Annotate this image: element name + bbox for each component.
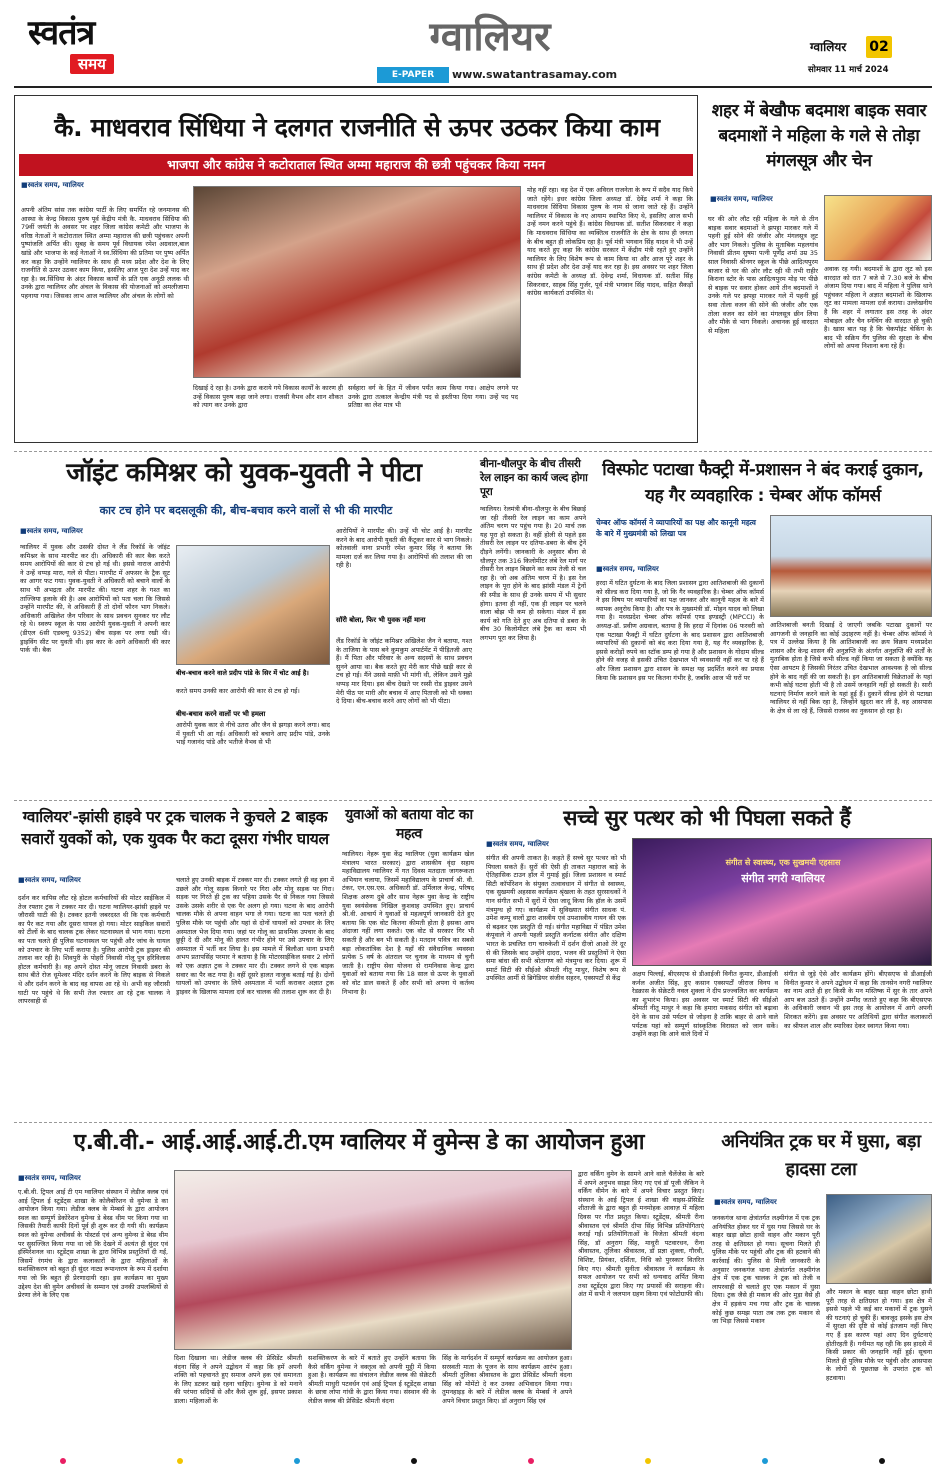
registration-bar	[60, 1458, 885, 1464]
col1: दर्शन कर वापिस लौट रहे होटल कर्मचारियों की मोटर साईकिल में तेज रफ्तार ट्रक ने टक्कर मार दी। घटना ग्वालियर-झांसी हाइवे पर जौरासी घाटी की है। टक्कर इतनी जबरदस्त थी कि एक कर्मचारी का पैर कट गया और दूसरा घायल हो गया। मोटर साइकिल सवारों को टीलों के बाद चालक ट्रक लेकर घटनास्थल से भाग गया। घटना का पता चलते ही पुलिस घटनास्थल पर पहुंची और जांच के घायल को उपचार के लिए भर्ती कराया है। पुलिस आरोपी ट्रक ड्राइवर की तलाश कर रही है। शिवपुरी के पोहरी निवासी गोलू पुत्र हरिविलास होटल कर्मचारी है। वह अपने दोस्त मोनू जाटव निवासी डबरा के साथ बीते रोज धूमेश्वर मंदिर दर्शन करने के लिए बाइक से निकले थे और दर्शन करने के बाद वह वापस आ रहे थे। अभी वह जौरासी घाटी पर पहुंचे थे कि सभी तेज रफ्तार आ रहे ट्रक चालक ने लापरवाही से	[18, 894, 170, 1006]
col3: आरोपी युवक कार से नीचे उतरा और जैन से झगड़ा करने लगा। बाद में युवती भी आ गई। अधिकारी को बचाने आए प्रदीप पांडे, उनके भाई गजानंद पांडे और भतीजे वैभव से भी	[176, 721, 330, 747]
col5: द्वारा वर्किंग वुमेन के सामने आने वाले चैलेंजेस के बारे में अपने अनुभव साझा किए गए एवं डॉ पूजी जैकिन ने वर्किंग वीमेन के बारे में अपने विचार प्रस्तुत किए। संस्थान के आई ट्रिपल ई शाखा की वाइस-प्रेसिडेंट शीताजी के द्वारा बहुत ही मनमोहक आवाज़ में महिला दिवस पर गीत प्रस्तुत किया। स्टूडेंट्स, श्रीमती रीना श्रीवास्तव एवं श्रीमति दीपा सिंह विभिन्न प्रतियोगिताएं कराई गईं। प्रतियोगिताओं के विजेता श्रीमती वंदना सिंह, डॉ अनुराग सिंह, माधुरी पटवारधन, रीना श्रीवास्तव, तूलिका श्रीवास्तव, डॉ प्रज्ञा शुक्ला, गौरवी, विशिष्ट, प्रियंका, दर्शिता, निधि को पुरस्कार वितरित किए गए। श्रीमती सुनीता श्रीवास्तव ने कार्यक्रम के सफल आयोजन पर सभी को धन्यवाद अर्पित किया तथा स्टूडेंट्स द्वारा किए गए प्रयासों की सराहना की। अंत में सभी ने जलपान ग्रहण किया एवं फोटोग्राफी की।	[578, 1170, 704, 1299]
sub-heading-sorry: सॉरी बोला, फिर भी युवक नहीं माना	[336, 616, 426, 624]
col2: आतिशबाजी बनती दिखाई दे जाएगी जबकि पटाखा दुकानों पर आगजनी से जनहानि का कोई उदाहरण नहीं है। चेम्बर ऑफ कॉमर्स ने पत्र में उल्लेख किया है कि आतिशबाजी का क्रय विक्रय मध्यप्रदेश शासन और केन्द्र शासन की अनुज्ञप्ति के अंतर्गत अनुज्ञप्ति की शर्तों के मुताबिक होता है जिसे कभी सील्ड नहीं किया जा सकता है क्योंकि यह ऐसा आयटम है जिसकी निरंतर उचित देखभाल आवश्यक है जो सील्ड होने के बाद नहीं की जा सकती है। इन आतिशबाजी विक्रेताओं के यहां कभी कोई घटना होती भी है तो उसमें जनहानि नहीं हो सकती है। सारी घटनाएं निर्माण करने वाले के यहां हुई हैं। दुकानें सील्ड होने से पटाखा ग्वालियर से नहीं बिक रहा है, जिन्होंने खुदरा कर ली है, वह आसपास के क्षेत्र से ला रहे हैं, जिससे राजस्व का नुकसान हो रहा है।	[770, 621, 932, 715]
col3: संगीत से जुड़े ऐसे और कार्यक्रम होंगे। बीएसएफ से डीआईजी विनीत कुमार ने अपने उद्बोधन में कहा कि तानसेन नगरी ग्वालियर का नाम आते ही हर किसी के मन मस्तिष्क में सुर के तार अपने आप बज उठते हैं। उन्होंने उम्मीद जताते हुए कहा कि बीएसएफ के अधिकारी जवान भी इस तरह के आयोजन में आगे अपनी शिरकत करेंगे। इस अवसर पर अतिथियों द्वारा संगीत कलाकारों का श्रीफल शाल और स्मारिका देकर स्वागत किया गया।	[784, 970, 932, 1030]
col2: चलाते हुए उनकी बाइक में टक्कर मार दी। टक्कर लगते ही वह हवा में उछले और गोलू सड़क किनारे पर गिरा और मोनू सड़क पर गिरा। सड़क पर गिरते ही ट्रक का पहिया उसके पैर से निकल गया जिससे उसके उसके शरीर से एक पैर अलग हो गया। घटना के बाद आरोपी चालक मौके से अपना वाहन भगा ले गया। घटना का पता चलते ही पुलिस मौके पर पहुंची और यहां से दोनों घायलों को उपचार के लिए अस्पताल भेज दिया गया। जहां पर गोलू का प्राथमिक उपचार के बाद छुट्टी दे दी और मोनू की हालत गंभीर होने पर उसे उपचार के लिए अस्पताल में भर्ती कर लिया है। इस मामले में बिलौआ थाना प्रभारी अभय प्रतापसिंह परमार ने बताया है कि मोटरसाईकिल सवार 2 लोगों को एक अज्ञात ट्रक ने टक्कर मार दी। टक्कर लगने से एक बाइक सवार का पैर कट गया है। वहीं दूसरे हालत नाजुक बताई गई है। दोनों घायलों को उपचार के लिये अस्पताल में भर्ती कराकर अज्ञात ट्रक ड्राइवर के खिलाफ मामला दर्ज कर चालक की तलाश शुरू कर दी है।	[176, 876, 334, 996]
reg-mark	[177, 1458, 183, 1464]
col2: अक्षय पिल्लई, बीएसएफ से डीआईजी विनीत कुमार, डीआईजी कर्नल अजीत सिंह, हुए कसान एक्सपर्टों जीराज विनय व रेडक्रास के सेक्रेटरी नवल शुक्ला ने दीप प्रज्ज्वलित कर कार्यक्रम का शुभारंभ किया। इस अवसर पर स्मार्ट सिटी की सीईओ श्रीमती नीतू माथुर ने कहा कि हमारा मकसद संगीत को बढ़ावा देने के साथ उसे पर्यटन से जोड़ना है ताकि बाहर से आने वाले पर्यटक यहां को सम्पूर्ण सांस्कृतिक विरासत को जान सकें। उन्होंने कहा कि आने वाले दिनों में	[632, 970, 778, 1039]
photo-chamber	[770, 515, 932, 617]
col1: हरदा में घटित दुर्घटना के बाद जिला प्रशासन द्वारा आतिशबाजी की दुकानों को सील्ड करा दिया गया है, जो कि गैर व्यवहारिक है। चेम्बर ऑफ कॉमर्स ने इस विषय पर व्यापारियों का पक्ष जानकर और कानूनी महत्व के बारे में व्यापक अनुरोध किया है। और पत्र के मुख्यमंत्री डॉ. मोहन यादव को लिखा गया है। मध्यप्रदेश चेम्बर ऑफ कॉमर्स एण्ड इण्डस्ट्री (MPCCI) के अध्यक्ष-डॉ. प्रवीण अग्रवाल, बताया है कि हरदा में दिनांक 06 फरवरी को एक पटाखा फैक्ट्री में घटित दुर्घटना के बाद प्रशासन द्वारा आतिशबाजी व्यापारियों की दुकानों को बंद करा दिया गया है, यह गैर व्यवहारिक है, इससे करोड़ों रुपये का स्टॉक डम्प हो गया है और प्रशासन के गोदाम सील्ड होने की वजह से इसकी उचित देखभाल भी व्यवसायी नहीं कर पा रहे हैं और जिला प्रशासन द्वारा शासन के समक्ष यह प्रदर्शित करने का प्रयास किया कि प्रशासन इस पर कितना गंभीर है, जबकि आज भी घरों पर	[596, 579, 764, 682]
logo	[28, 14, 158, 76]
col2: दिखाई दे रहा है। उनके द्वारा कराये गये विकास कार्यों के कारण ही उन्हें विकास पुरुष कहा जाने लगा। राजसी वैभव और शान शौकत को त्याग कर उनके द्वारा	[193, 384, 343, 410]
byline: ■ स्वतंत्र समय, ग्वालियर	[18, 876, 81, 885]
col4: सिंह के मार्गदर्शन में सम्पूर्ण कार्यक्रम का आयोजन हुआ। सरस्वती माता के पूजन के साथ कार्यक्रम आरंभ हुआ। श्रीमती तुलिका श्रीवास्तव के द्वारा प्रेसिडेंट श्रीमती वंदना सिंह को मोमेंटो दे कर उनका अभिवादन किया गया। तुमनहाइड़ के बारे में लेडीज क्लब के मेम्बर्स ने अपने अपने विचार प्रस्तुत किए। डॉ अनुराग सिंह एवं	[442, 1354, 572, 1405]
subhead: भाजपा और कांग्रेस ने कटोराताल स्थित अम्मा महाराज की छत्री पहुंचकर किया नमन	[19, 154, 693, 176]
epaper-badge: E-PAPER	[377, 67, 449, 83]
reg-mark	[645, 1458, 651, 1464]
photo-caption: बीच-बचाव करने वाले प्रदीप पांडे के सिर में चोट आई है।	[176, 669, 309, 677]
photo-truck	[826, 1194, 932, 1284]
photo-sindhia	[193, 186, 521, 378]
issue-date: सोमवार 11 मार्च 2024	[808, 65, 889, 75]
logo-bottom: समय	[70, 54, 114, 74]
photo-stage	[632, 838, 932, 966]
byline: ■ स्वतंत्र समय, ग्वालियर	[596, 565, 659, 574]
masthead-rule	[14, 86, 932, 88]
photo-womens-day	[174, 1170, 572, 1350]
headline: ग्वालियर'-झांसी हाइवे पर ट्रक चालक ने कुचले 2 बाइक सवारों युवकों को, एक युवक पैर कटा दूसरा गंभीर घायल	[21, 808, 329, 848]
story-highway-accident	[14, 804, 336, 1116]
photo-victim	[176, 545, 330, 665]
col2: अवाक रह गयी। बदमाशों के द्वारा लूट को इस वारदात को रात 7 बजे से 7.30 बजे के बीच अंजाम दिया गया। बाद में महिला ने पुलिस थाने पहुंचकर महिला ने अज्ञात बदमाशों के खिलाफ लूट का मामला मामला दर्ज कराया। उल्लेखनीय है कि शहर में लगातार इस तरह के अंदर मोबाइल और चैन स्नेचिंग की वारदात हो चुकी है। खास बात यह है कि चेकपॉइंट चेकिंग के बाद भी सक्रिय गैंग पुलिस की सुरक्षा के बीच लोगों को अपना निशाना बना रहे है।	[824, 265, 932, 351]
reg-mark	[411, 1458, 417, 1464]
kicker: चेम्बर ऑफ कॉमर्स ने व्यापारियों का पक्ष और कानूनी महत्व के बारे में मुख्यमंत्री को लिखा पत्र	[596, 518, 756, 538]
col2: करते समय उनकी कार आरोपी की कार से टच हो गई।	[176, 687, 300, 695]
col4: मोह नहीं रहा। वह देश में एक अविरल राजनेता के रूप में सदैव याद किये जाते रहेंगे। इधर कांग्रेस जिला अध्यक्ष डॉ. देवेंद्र शर्मा ने कहा कि माधवराव सिंधिया विकास पुरुष के नाम से जाना जाते रहे हैं। उन्होंने ग्वालियर में विकास के नए आयाम स्थापित किए थे, इसलिए आज सभी उन्हें नमन करने पहुंचे हैं। कांग्रेस विधायक डॉ. सतीश सिकरवार ने कहा कि माधवराव सिंधिया का व्यक्तित्व राजनीति के क्षेत्र के साथ ही जनता के बीच बहुत ही लोकप्रिय रहा है। पूर्व मंत्री भगवान सिंह यादव ने भी उन्हें याद करते हुए कहा कि कांग्रेस सरकार में केंद्रीय मंत्री रहते हुए उन्होंने ग्वालियर के लिए विशेष रूप से काम किया था और आज पूरे शहर के साथ ही प्रदेश और देश उन्हें याद कर रहा है। इस अवसर पर शहर जिला कांग्रेस कमेटी के अध्यक्ष डॉ. देवेन्द्र शर्मा, विधायक डॉ. सतीश सिंह सिकरवार, साहब सिंह गुर्जर, पूर्व मंत्री भगवान सिंह यादव, सहित सैकड़ों कांग्रेस कार्यकर्ता उपस्थित थे।	[527, 186, 693, 298]
story-rail-line	[480, 455, 588, 795]
illustration-snatching	[824, 195, 932, 261]
headline: कै. माधवराव सिंधिया ने दलगत राजनीति से ऊपर उठकर किया काम	[54, 113, 660, 142]
headline: शहर में बेखौफ बदमाश बाइक सवार बदमाशों ने महिला के गले से तोड़ा मंगलसूत्र और चेन	[711, 101, 927, 171]
col1: ए.बी.वी. ट्रिपल आई टी एम ग्वालियर संस्थान में लेडीज क्लब एवं आई ट्रिपल ई स्टूडेंट्स शाखा के कोलैबोरेशन से वुमेन्स डे का आयोजन किया गया। लेडीज क्लब के मेम्बर्स के द्वारा आयोजन स्थल का सम्पूर्ण डेकोरेशन वुमेन्स डे बेस्ड थीम पर किया गया था जिसकी तैयारी काफी दिनों पूर्व ही शुरू कर दी गयी थी। कार्यक्रम स्थल को वुमेन्स अचीवर्स के पोस्टर्स एवं अन्य वुमेन्स डे बेस्ड थीम पर सुसज्जित किया गया था जो कि देखने में अत्यंत ही सुंदर एवं इंस्पिरेशनल था। स्टूडेंट्स शाखा के द्वारा विभिन्न प्रस्तुतियाँ दी गईं, जिसमें रंगमंच के द्वारा कलाकारों के द्वारा महिलाओं के सशक्तिकरण को बहुत ही सुंदर नाट्य रूपान्तरण के रूप में दर्शाया गया जो कि बहुत ही प्रेरणादायी रहा। इस कार्यक्रम का मुख्य उद्देश्य देश की वुमेन अचीवर्स के सम्मान एवं उनकी उपलब्धियों से प्रेरणा लेने के लिए एक	[18, 1188, 168, 1300]
page-number: 02	[866, 36, 892, 58]
headline: अनियंत्रित ट्रक घर में घुसा, बड़ा हादसा टला	[721, 1131, 921, 1180]
reg-mark	[762, 1458, 768, 1464]
col1: अपनी अंतिम सांस तक कांग्रेस पार्टी के लिए समर्पित रहे जनमानस की आस्था के केन्द्र विकास पुरुष पूर्व केंद्रीय मंत्री कै. माधवराव सिंधिया की 79वीं जयंती के अवसर पर शहर जिला कांग्रेस कमेटी और भाजपा के वरिष्ठ नेताओं ने कटोराताल स्थित अम्मा महाराज की छत्री पहुंचकर अपनी पुष्पांजलि अर्पित की। सुबह के समय पूर्व विधायक रमेश अग्रवाल,बाल खांडे और भाजपा के कई नेताओं ने स्व.सिंधिया की प्रतिमा पर पुष्प अर्पित कर कहा कि उन्होंने ग्वालियर के साथ ही मध्य प्रदेश और देश के लिए राजनीति से ऊपर उठकर काम किया, इसलिए आज पूरा देश उन्हें याद कर रहा है। स्व.सिंधिया के अंदर विकास कार्यों के प्रति एक अनूठी ललक थी उनके द्वारा ग्वालियर और अंचल के विकास की योजनाओं को अमलीजामा पहनाया गया। जिसका लाभ आज ग्वालियर और अंचल के लोगों को	[21, 206, 189, 300]
logo-top: स्वतंत्र	[28, 13, 95, 53]
headline: ए.बी.वी.- आई.आई.आई.टी.एम ग्वालियर में वुमेन्स डे का आयोजन हुआ	[73, 1130, 645, 1155]
col3: सर्वहारा वर्ग के हित में जीवन पर्यंत काम किया गया। आक्षेप लगने पर उनके द्वारा तत्काल केन्द्रीय मंत्री पद से इस्तीफा दिया गया। उन्हें पद पद प्रतिष्ठा का लेश मात्र भी	[348, 384, 518, 410]
separator	[14, 451, 932, 452]
story-joint-commissioner	[14, 455, 474, 795]
byline: ■ स्वतंत्र समय, ग्वालियर	[18, 1174, 81, 1183]
headline: जॉइंट कमिश्नर को युवक-युवती ने पीटा	[66, 458, 422, 488]
story-truck-house	[710, 1126, 932, 1452]
reg-mark	[60, 1458, 66, 1464]
col5: लैंड रिकॉर्ड के जॉइंट कमिश्नर अखिलेश जैन ने बताया, गश्त के ताजिया के पास बने कुमकुम अपार्टमेंट में पीड़ितजी आए हैं। मैं पिता और परिवार के अन्य सदस्यों के साथ प्रवचन सुनने आया था। बैक करते हुए मेरी कार पीछे खड़ी कार से टच हो गई। मैंने उससे माफ़ी भी मांगी थी, लेकिन उसने मुझे थप्पड़ मार दिया। इस बीच देखते पर रस्सी रोड ड्राइवर उसने मेरी पीठ पर मारी और बचाव में आए पिताजी को भी धक्का दे दिया। बीच-बचाव करने आए लोगों को भी पीटा।	[336, 637, 472, 706]
stage-banner-line2: संगीत नगरी ग्वालियर	[741, 872, 825, 885]
story-sindhia	[14, 95, 698, 443]
col4: आरोपियों ने मारपीट की। उन्हें भी चोट आई है। मारपीट करने के बाद आरोपी युवती की कैंटूकर कार से भाग निकले। कोतवाली थाना प्रभारी रमेश कुमार सिंह ने बताया कि मामला दर्ज कर लिया गया है। आरोपियों की तलाश की जा रही है।	[336, 527, 472, 570]
stage-banner-line1: संगीत से स्वास्थ्य, एक सुखमयी एहसास	[725, 858, 841, 867]
masthead	[0, 0, 945, 90]
col1: संगीत की अपनी ताकत है। कहते हैं सच्चे सुर पत्थर को भी पिघला सकते हैं। सुरों की ऐसी ही ताकत महाराज बाड़े के ऐतिहासिक टाउन हॉल में गुमाई हुई। जिला प्रशासन व स्मार्ट सिटी कॉर्पोरेशन के संयुक्त तत्वावधान में संगीत से स्वास्थ्य, एक सुखमयी अहसास कार्यक्रम श्रृंखला के तहत सुरसाधकों ने गान संगीत सभी में सुरों में ऐसा जादू किया कि हॉल के उसमें मंत्रमुग्ध हो गए। कार्यक्रम में सुविख्यात संगीत साधक पं. उमेश कम्पू वालों द्वारा शास्त्रीय एवं उपशास्त्रीय गायन की एक से बढ़कर एक प्रस्तुति दी गई। संगीत महाविद्या में पंडित उमेश कंपूवाले ने अपनी पहली प्रस्तुति कर्नाटक संगीत और दक्षिण भारत के प्रचलित राग चारुकेशी में दर्शन दीजो आओ तेरे दूर से की जिसके बाद उन्होंने दादरा, भजन की प्रस्तुतियों ने ऐसा समा बांधा की सभी श्रोतागण को मंत्रमुग्ध कर दिया। शुरू में स्मार्ट सिटी की सीईओ श्रीमती नीतू माथुर, विशेष रूप से उपस्थित आर्मी से ब्रिगेडियर संजीव सहरन, एक्सपर्टों से केंद्र	[486, 854, 626, 983]
story-firecracker	[594, 455, 932, 795]
byline: ■ स्वतंत्र समय, ग्वालियर	[21, 181, 84, 190]
headline: सच्चे सुर पत्थर को भी पिघला सकते हैं	[563, 806, 851, 830]
story-music	[482, 804, 932, 1116]
body: ग्वालियर। रेलमंत्री बीना-धौलपुर के बीच बिछाई जा रही तीसरी रेल लाइन का काम अपने अंतिम चरण पर पहुंच गया है। 20 मार्च तक यह पूरा हो सकता है। वहीं होली से पहले इस तीसरी रेल लाइन पर दतिया-डबरा के बीच ट्रेनें दौड़ने लगेंगी। जानकारी के अनुसार बीना से धौलपुर तक 316 किलोमीटर लंबे रेल मार्ग पर तीसरी रेल लाइन बिछाने का काम तेजी से चल रहा है। जो अब अंतिम चरण में है। इस रेल लाइन के पूरा होने के बाद झांसी मंडल में ट्रेनों की स्पीड के साथ ही उनके समय में भी सुधार होगा। इतना ही नहीं, एक ही लाइन पर चलने वाला बोझ भी कम हो सकेगा। मंडल में इस कार्य को गति देते हुए अब दतिया से डबरा के बीच 30 किलोमीटर लंबे ट्रैक का काम भी लगभग पूरा कर लिया है।	[480, 505, 586, 642]
city-title: ग्वालियर	[429, 13, 551, 60]
headline: विस्फोट पटाखा फैक्ट्री में-प्रशासन ने बंद कराई दुकान, यह गैर व्यवहारिक : चेम्बर ऑफ कॉमर्स	[602, 460, 924, 506]
page-city: ग्वालियर	[810, 40, 847, 54]
col2: दिशा दिखाना था। लेडीज क्लब की प्रेसिडेंट श्रीमती वंदना सिंह ने अपने उद्बोधन में कहा कि हमें अपनी शक्ति को पहचानते हुए समाज अपने हक एवं समानता के लिए डटकर खड़े रहना चाहिए। वुमेन्स डे को मनाने की परंपरा सदियों से और कैसे शुरू हुई, इसपर प्रकाश डाला। महिलाओं के	[174, 1354, 302, 1405]
reg-mark	[294, 1458, 300, 1464]
story-womens-day	[14, 1126, 704, 1452]
byline: ■ स्वतंत्र समय, ग्वालियर	[714, 1198, 777, 1207]
subhead: कार टच होने पर बदसलूकी की, बीच-बचाव करने वालों से भी की मारपीट	[99, 504, 393, 517]
headline: बीना-धौलपुर के बीच तीसरी रेल लाइन का कार्य जल्द होगा पूरा	[480, 458, 588, 498]
col1: घर की ओर लौट रही महिला के गले से तीन बाइक सवार बदमाशों ने झपट्टा मारकर गले में पहनी हुई सोने की जंजीर और मंगलसूत्र लूट और भाग निकले। पुलिस के मुताबिक महलगांव निवासी प्रीतम सुषमा पत्नी पूर्णेंद्र शर्मा उम्र 35 साल निवासी श्रीनगर स्कूल के पीछे आदित्यपुरम बाजार से घर की ओर लौट रही थी तभी राहीर किराना स्टोर के पास आदित्यपुरम मोड़ पर पीछे से बाइक पर सवार होकर आये तीन बदमाशों ने उनके गले पर झपट्टा मारकर गले में पहनी हुई सवा तोला वजन की सोने की जंजीर और एक तोला वजन का सोने का मंगलसूत्र छीन लिया और मौके से भाग निकले। अचानक हुई वारदात से महिला	[708, 215, 818, 335]
story-chain-snatching	[706, 95, 932, 443]
col3: सशक्तिकरण के बारे में बताते हुए उन्होंने बताया कि कैसे वर्किंग वुमेन्स ने वक्तृत्व को अपनी मुट्ठी में किया हुआ है। कार्यक्रम का संचालन लेडीज क्लब की सेक्रेटरी श्रीमती माधुरी पटवर्धन एवं आई ट्रिपल ई स्टूडेंट्स शाखा के छात्रा लोपा गांधी के द्वारा किया गया। संस्थान की के लेडीज क्लब की प्रेसिडेंट श्रीमती वंदना	[308, 1354, 436, 1405]
byline: ■ स्वतंत्र समय, ग्वालियर	[20, 527, 83, 536]
col1: ग्वालियर में युवक और उसकी दोस्त ने लैंड रिकॉर्ड के जॉइंट कमिश्नर के साथ मारपीट कर दी। अधिकारी की कार बैक करते समय आरोपियों की कार से टच हो गई थी। इससे नाराज आरोपी ने उन्हें थप्पड़ मारा, गले से पीटा। मारपीट में अफसर के ट्रैक सूट का आगर फट गया। युवक-युवती ने अधिकारी को बचाने वालों के साथ भी अभद्रता और मारपीट की। घटना शहर के गश्त का ताज्जिया इलाके की है। अब आरोपियों को पता चला कि जिससे उन्होंने मारपीट की, वे अधिकारी हैं तो दोनों फौरन भाग निकले। अधिकारी अखिलेश जैन परिवार के साथ प्रवचन सुनकर घर लौट रहे थे। स्वरुप स्कूल के पास आरोपी युवक-युवती ने अपनी कार (डीएल 6सी एडब्ल्यू 9352) बीच सड़क पर लगा रखी थी। ड्राइविंग सीट पर युवती थी। इस कार के आगे अधिकारी की कार पार्क थी। बैक	[20, 543, 170, 655]
headline: युवाओं को बताया वोट का महत्व	[345, 807, 473, 842]
sub-heading-attack: बीच-बचाव करने वालों पर भी हमला	[176, 710, 266, 718]
separator	[14, 1122, 932, 1123]
site-url[interactable]: www.swatantrasamay.com	[452, 68, 618, 81]
byline: ■ स्वतंत्र समय, ग्वालियर	[486, 840, 549, 849]
reg-mark	[879, 1458, 885, 1464]
byline: ■ स्वतंत्र समय, ग्वालियर	[710, 195, 773, 204]
separator	[14, 800, 932, 801]
body: ग्वालियर। नेहरू युवा केंद्र ग्वालियर (युवा कार्यक्रम खेल मंत्रालय भारत सरकार) द्वारा शासकीय वृंदा सहाय महाविद्यालय ग्वालियर में गत दिवस मतदाता जागरूकता अभियान चलाया, जिसमें महाविद्यालय के प्राचार्य श्री. वी. टंकर, एन.एस.एस. अधिकारी डॉ. उर्मिलाल केन्द्र, परिषद शिक्षक अरुण दुबे और साथ नेहरू युवा केन्द्र के राष्ट्रीय युवा स्वयंसेवक निखिल कुशवाह उपस्थित हुए। प्राचार्य श्री.वी. आचार्य ने युवाओं से महत्वपूर्ण जानकारी देते हुए बताया कि एक वोट कितना कीमती होता है इसका आप अंदाजा नहीं लगा सकते। एक वोट से सरकार गिर भी सकती है और बन भी सकती है। मतदान पवित्र का सबसे बड़ा लोकतांत्रिक देश है यहाँ की संवैधानिक व्यवस्था प्रत्येक 5 वर्ष के अंतराल पर चुनाव के माध्यम से चुनी जाती है। राष्ट्रीय सेवा योजना से रामनिवास केन्द्र द्वारा युवाओं को बताया गया कि 18 साल से ऊपर के युवाओं को वोट डाल सकते हैं और सभी को अपना ये कर्तव्य निभाना है।	[342, 850, 474, 996]
story-voter-awareness	[342, 804, 476, 1116]
col2: और मकान के बाहर खड़ा वाहन छोटा हाथी पूरी तरह से क्षतिग्रस्त हो गया। इस क्षेत्र में इससे पहले भी कई बार मकानों में ट्रक घुसने की घटनाएं हो चुकी हैं। बावजूद इसके इस क्षेत्र में सुरक्षा की दृष्टि से कोई इंतजाम नहीं किए गए हैं इस कारण यहां आए दिन दुर्घटनाएं होतीरहती हैं। गनीमत यह रही कि इस हादसे में किसी प्रकार की जनहानि नहीं हुई। सूचना मिलते ही पुलिस मौके पर पहुंची और आसपास के लोगों से पूछताछ के उपरांत ट्रक को हटवाया।	[826, 1288, 932, 1382]
col1: जनकगंज थाना क्षेत्रांतर्गत लक्ष्मीगंज में एक ट्रक अनियंत्रित होकर घर में घुस गया जिससे घर के बाहर खड़ा छोटा हाथी वाहन और मकान पूरी तरह से क्षतिग्रस्त हो गया। सूचना मिलते ही पुलिस मौके पर पहुंची और ट्रक की हटवाने की कार्रवाई की। पुलिस से मिली जानकारी के अनुसार जनकगंज थाना क्षेत्रांतर्गत लक्ष्मीगंज क्षेत्र में एक ट्रक चालक ने ट्रक को तेजी व लापरवाही से चलाते हुए एक मकान में घुसा दिया। ट्रक जैसे ही मकान की ओर मुड़ा वैसे ही क्षेत्र में हड़कंप मच गया और ट्रक के चालक कोई कुछ समझ पाता तब तक ट्रक मकान से जा भिड़ा जिससे मकान	[712, 1214, 820, 1326]
reg-mark	[528, 1458, 534, 1464]
